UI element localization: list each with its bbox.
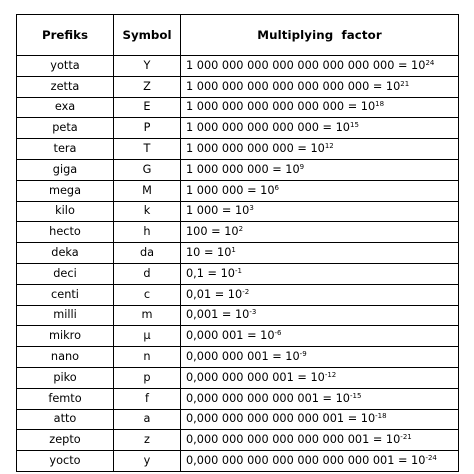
header-prefix: Prefiks — [17, 15, 114, 56]
table-row — [17, 430, 459, 451]
symbol-cell: M — [114, 180, 181, 201]
prefix-cell: deka — [17, 243, 114, 264]
prefix-cell: nano — [17, 347, 114, 368]
table-row — [17, 367, 459, 388]
table-row — [17, 326, 459, 347]
prefix-cell: centi — [17, 284, 114, 305]
factor-value: 0,000 000 001 = 10 — [186, 350, 300, 364]
factor-exponent: -15 — [349, 391, 362, 400]
factor-cell — [181, 347, 459, 368]
table-row — [17, 56, 459, 77]
factor-cell — [181, 97, 459, 118]
factor-cell — [181, 430, 459, 451]
header-row — [17, 15, 459, 56]
factor-value: 1 000 000 000 000 000 000 000 = 10 — [186, 79, 401, 93]
symbol-cell: h — [114, 222, 181, 243]
factor-exponent: -18 — [375, 412, 387, 421]
table-row — [17, 180, 459, 201]
symbol-cell: p — [114, 367, 181, 388]
prefix-cell: mikro — [17, 326, 114, 347]
prefix-cell: tera — [17, 139, 114, 160]
factor-cell — [181, 409, 459, 430]
prefix-cell: milli — [17, 305, 114, 326]
table-row — [17, 97, 459, 118]
factor-cell — [181, 139, 459, 160]
prefix-cell: exa — [17, 97, 114, 118]
table-row — [17, 76, 459, 97]
factor-exponent: 12 — [324, 142, 334, 151]
symbol-cell: m — [114, 305, 181, 326]
factor-exponent: 21 — [400, 79, 410, 88]
factor-exponent: -1 — [235, 266, 242, 275]
factor-cell — [181, 305, 459, 326]
factor-value: 1 000 000 000 000 = 10 — [186, 142, 325, 156]
prefix-cell: giga — [17, 159, 114, 180]
table-row — [17, 243, 459, 264]
table-row — [17, 139, 459, 160]
factor-value: 1 000 000 000 000 000 000 = 10 — [186, 100, 376, 114]
symbol-cell: P — [114, 118, 181, 139]
factor-value: 100 = 10 — [186, 225, 239, 239]
factor-cell — [181, 263, 459, 284]
factor-cell — [181, 388, 459, 409]
symbol-cell: Z — [114, 76, 181, 97]
factor-value: 1 000 000 000 = 10 — [186, 162, 300, 176]
factor-value: 1 000 = 10 — [186, 204, 250, 218]
symbol-cell: k — [114, 201, 181, 222]
factor-exponent: -9 — [299, 350, 307, 359]
factor-value: 1 000 000 000 000 000 000 000 000 = 10 — [186, 58, 426, 72]
symbol-cell: µ — [114, 326, 181, 347]
prefix-cell: femto — [17, 388, 114, 409]
symbol-cell: d — [114, 263, 181, 284]
prefix-cell: yocto — [17, 451, 114, 472]
table-row — [17, 305, 459, 326]
symbol-cell: E — [114, 97, 181, 118]
factor-exponent: -21 — [400, 433, 412, 442]
factor-value: 0,000 000 000 000 000 000 000 001 = 10 — [186, 454, 426, 468]
table-row — [17, 451, 459, 472]
factor-cell — [181, 222, 459, 243]
symbol-cell: a — [114, 409, 181, 430]
factor-cell — [181, 180, 459, 201]
factor-exponent: 3 — [249, 204, 254, 213]
factor-value: 0,001 = 10 — [186, 308, 250, 322]
header-multiplying-factor: Multiplying factor — [181, 15, 459, 56]
symbol-cell: Y — [114, 56, 181, 77]
prefix-cell: peta — [17, 118, 114, 139]
table-row — [17, 409, 459, 430]
factor-exponent: -3 — [249, 308, 257, 317]
table-row — [17, 263, 459, 284]
factor-value: 10 = 10 — [186, 246, 232, 260]
table-row — [17, 201, 459, 222]
symbol-cell: c — [114, 284, 181, 305]
table-row — [17, 159, 459, 180]
factor-exponent: -24 — [425, 454, 437, 463]
factor-cell — [181, 159, 459, 180]
factor-exponent: 6 — [274, 183, 279, 192]
factor-exponent: 24 — [425, 58, 435, 67]
factor-value: 0,000 000 000 001 = 10 — [186, 370, 325, 384]
factor-exponent: 1 — [231, 246, 236, 255]
table-row — [17, 347, 459, 368]
factor-value: 0,000 001 = 10 — [186, 329, 275, 343]
factor-exponent: -6 — [274, 329, 282, 338]
symbol-cell: da — [114, 243, 181, 264]
table-row — [17, 284, 459, 305]
factor-value: 1 000 000 000 000 000 = 10 — [186, 121, 350, 135]
prefix-cell: piko — [17, 367, 114, 388]
symbol-cell: n — [114, 347, 181, 368]
table-row — [17, 388, 459, 409]
factor-value: 1 000 000 = 10 — [186, 183, 275, 197]
factor-cell — [181, 326, 459, 347]
symbol-cell: y — [114, 451, 181, 472]
factor-exponent: -2 — [242, 287, 250, 296]
factor-exponent: 18 — [375, 100, 385, 109]
factor-exponent: 2 — [238, 225, 244, 234]
factor-cell — [181, 367, 459, 388]
factor-cell — [181, 451, 459, 472]
factor-cell — [181, 243, 459, 264]
table-body — [17, 56, 459, 472]
symbol-cell: G — [114, 159, 181, 180]
table-header — [17, 15, 459, 56]
factor-cell — [181, 284, 459, 305]
factor-exponent: -12 — [324, 370, 337, 379]
prefix-cell: kilo — [17, 201, 114, 222]
factor-cell — [181, 76, 459, 97]
prefix-cell: hecto — [17, 222, 114, 243]
factor-exponent: 9 — [299, 162, 305, 171]
factor-cell — [181, 56, 459, 77]
prefix-cell: atto — [17, 409, 114, 430]
factor-value: 0,000 000 000 000 000 000 001 = 10 — [186, 433, 401, 447]
si-prefix-table — [16, 14, 459, 472]
prefix-cell: yotta — [17, 56, 114, 77]
table-row — [17, 222, 459, 243]
symbol-cell: T — [114, 139, 181, 160]
prefix-cell: mega — [17, 180, 114, 201]
symbol-cell: f — [114, 388, 181, 409]
header-symbol: Symbol — [114, 15, 181, 56]
factor-cell — [181, 118, 459, 139]
factor-value: 0,000 000 000 000 001 = 10 — [186, 391, 350, 405]
prefix-cell: zepto — [17, 430, 114, 451]
prefix-cell: zetta — [17, 76, 114, 97]
factor-value: 0,01 = 10 — [186, 287, 243, 301]
prefix-cell: deci — [17, 263, 114, 284]
factor-value: 0,000 000 000 000 000 001 = 10 — [186, 412, 376, 426]
table-row — [17, 118, 459, 139]
factor-cell — [181, 201, 459, 222]
factor-exponent: 15 — [349, 121, 359, 130]
symbol-cell: z — [114, 430, 181, 451]
factor-value: 0,1 = 10 — [186, 266, 235, 280]
